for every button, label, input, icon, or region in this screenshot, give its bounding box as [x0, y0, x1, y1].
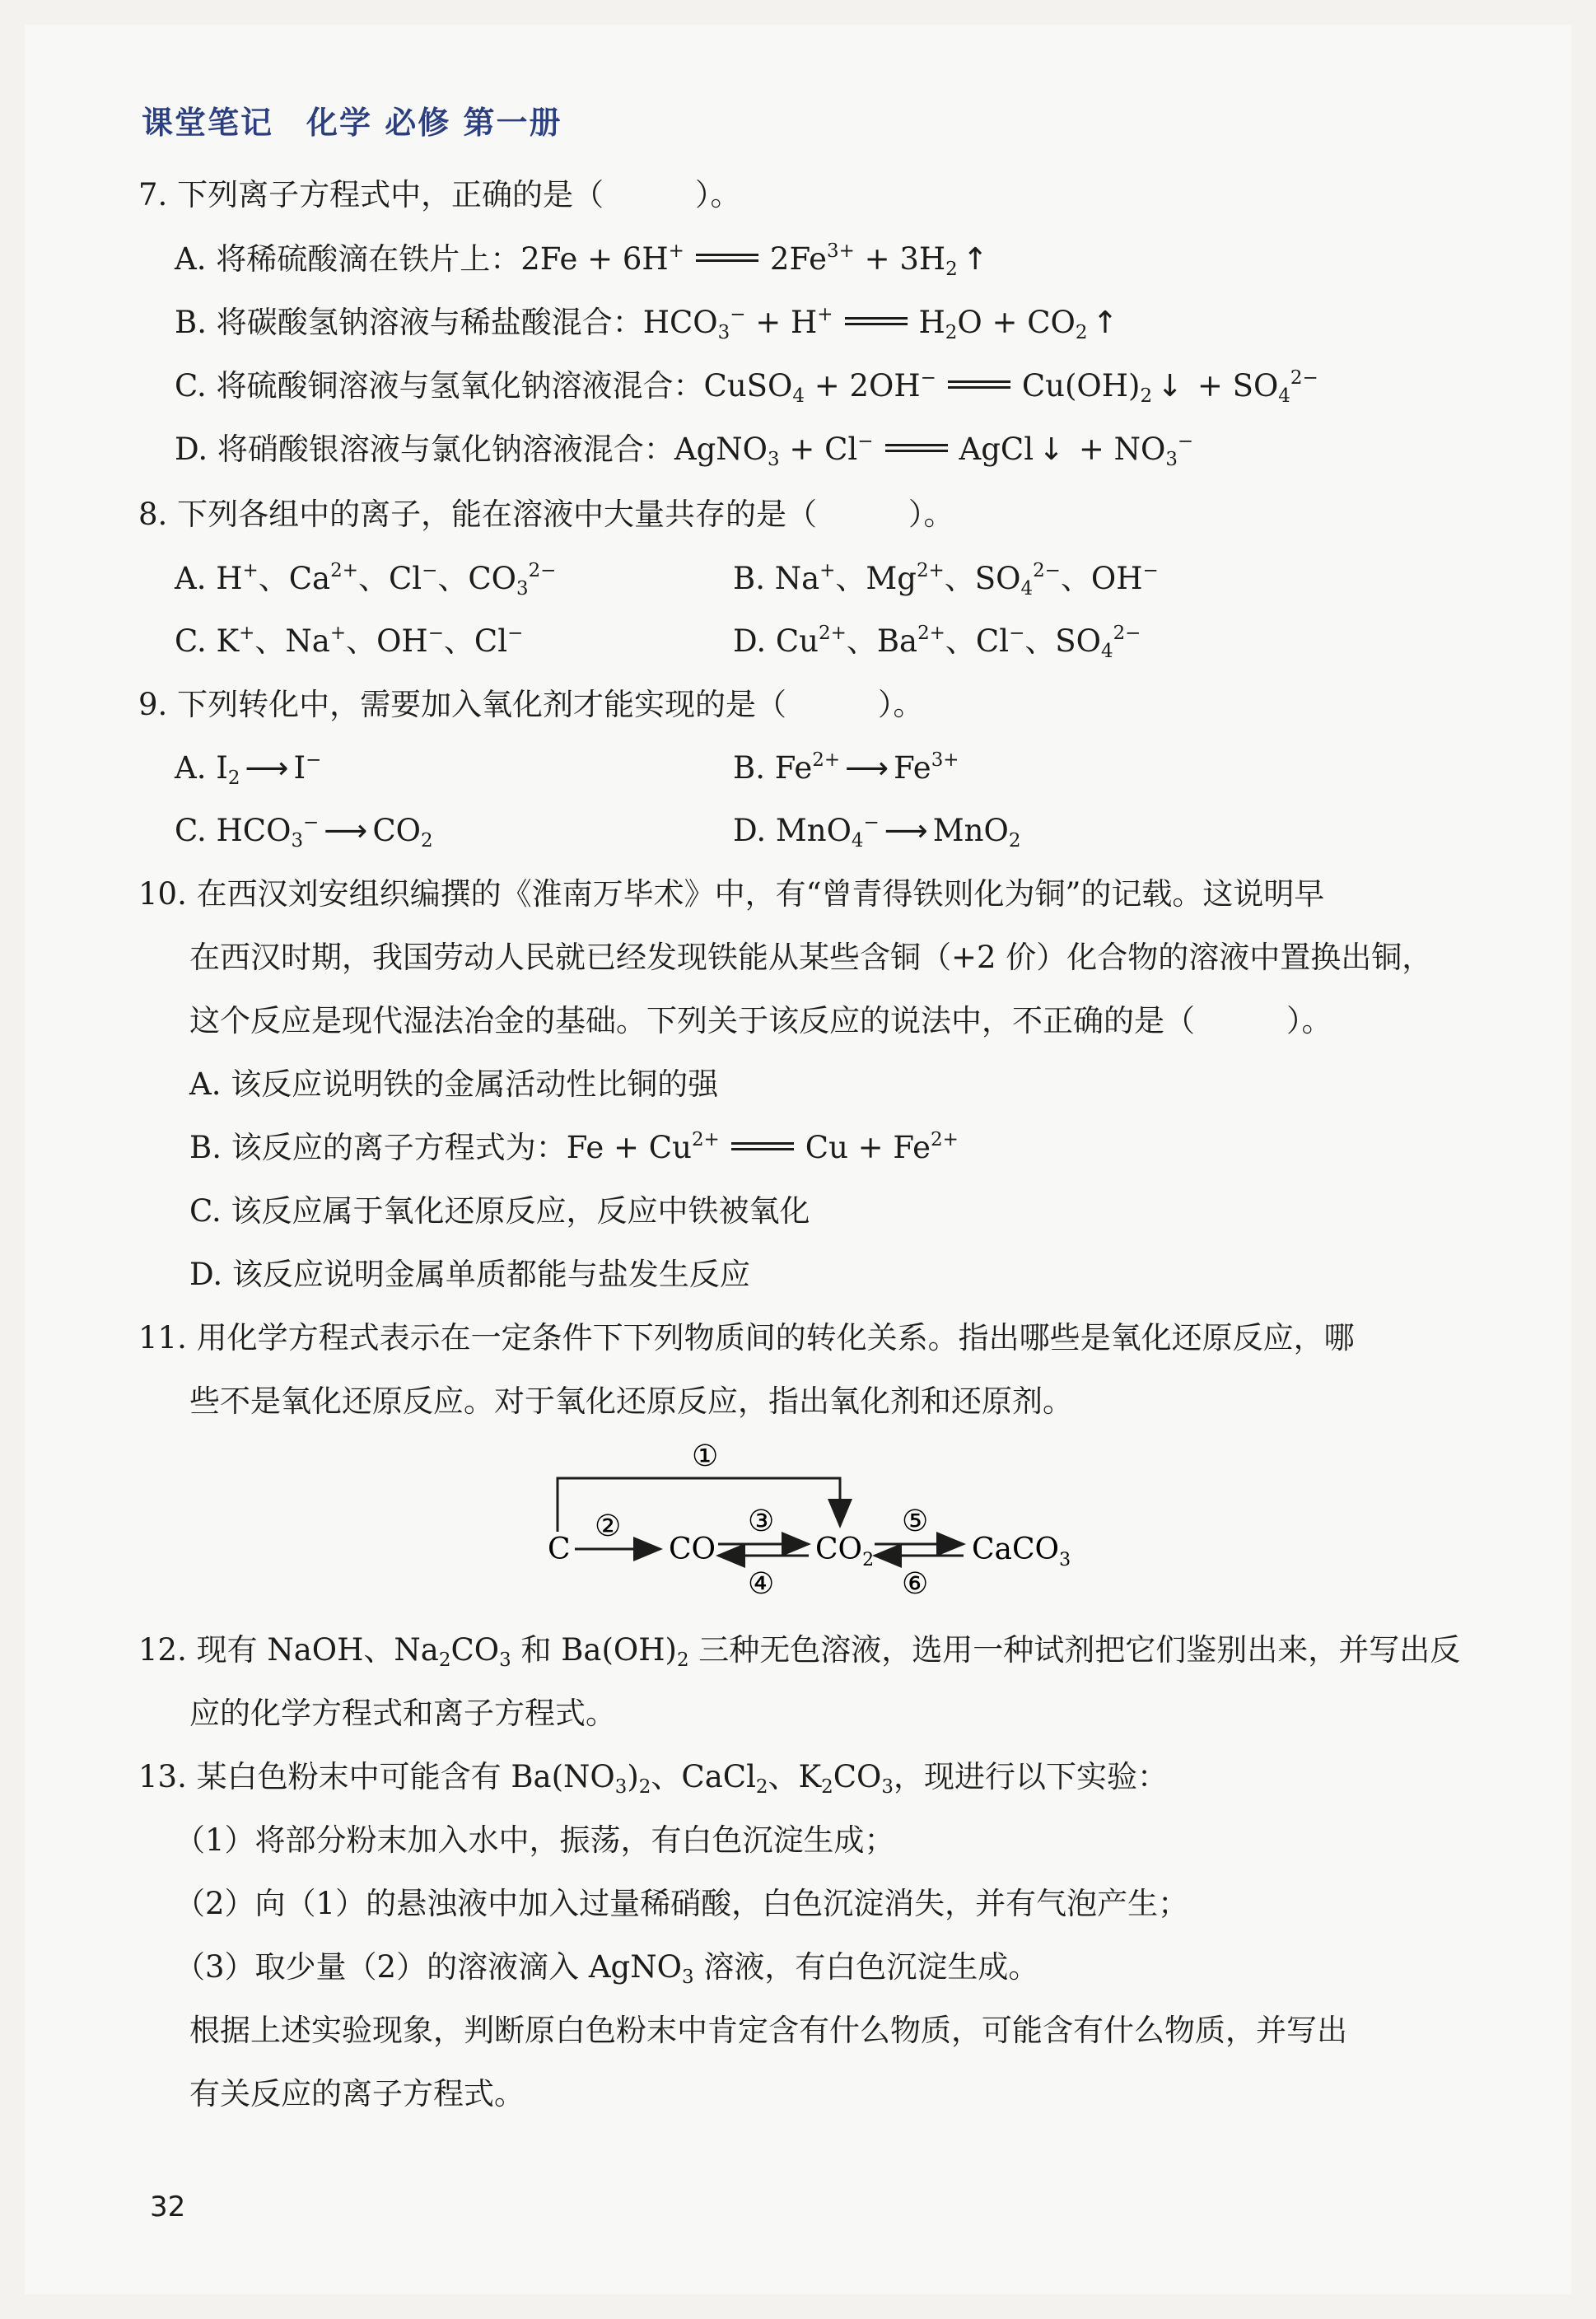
q7-option-d: D. 将硝酸银溶液与氯化钠溶液混合：AgNO$_3$ + Cl− AgCl ↓ + $NO_3^-$ — [175, 431, 1194, 470]
q8-option-d: D. $Cu^{2+}$、$Ba^{2+}$、Cl−、$SO_4^{2-}$ — [733, 623, 1141, 662]
q10-option-c: C. 该反应属于氧化还原反应，反应中铁被氧化 — [189, 1193, 810, 1229]
label-4: ④ — [748, 1567, 775, 1601]
equals-sign-icon — [885, 444, 948, 452]
species-co: CO — [669, 1533, 716, 1566]
q7-option-b: B. 将碳酸氢钠溶液与稀盐酸混合：$HCO_3^- + H^+$ $H_2O + CO_2$ ↑ — [175, 304, 1118, 343]
q7-option-a: A. 将稀硫酸滴在铁片上：2Fe + 6H+ $2Fe^{3+} + 3H_2$ ↑ — [175, 240, 988, 280]
label-5: ⑤ — [902, 1505, 929, 1538]
q10-stem-line2: 在西汉时期，我国劳动人民就已经发现铁能从某些含铜（+2 价）化合物的溶液中置换出铜， — [189, 940, 1433, 975]
equals-sign-icon — [696, 254, 758, 262]
q11-stem-line1: 11. 用化学方程式表示在一定条件下下列物质间的转化关系。指出哪些是氧化还原反应，哪 — [138, 1320, 1355, 1355]
label-3: ③ — [748, 1505, 775, 1538]
q13-step-1: （1）将部分粉末加入水中，振荡，有白色沉淀生成； — [175, 1822, 895, 1858]
q8-option-a: A. H+、$Ca^{2+}$、Cl−、$CO_3^{2-}$ — [175, 560, 557, 600]
q10-option-a: A. 该反应说明铁的金属活动性比铜的强 — [189, 1066, 719, 1102]
species-c: C — [548, 1533, 571, 1566]
q7-option-c: C. 将硫酸铜溶液与氢氧化钠溶液混合：CuSO$_4$ + 2OH− $Cu(OH)_2$ ↓ + $SO_4^{2-}$ — [175, 367, 1318, 407]
q13-step-3: （3）取少量（2）的溶液滴入 AgNO$_3$ 溶液，有白色沉淀生成。 — [175, 1949, 1039, 1988]
q13-stem: 13. 某白色粉末中可能含有 $Ba(NO_3)_2$、CaCl$_2$、$K_2CO_3$，现进行以下实验： — [138, 1759, 1168, 1798]
equals-sign-icon — [731, 1142, 794, 1150]
label-6: ⑥ — [902, 1567, 929, 1601]
q9-stem: 9. 下列转化中，需要加入氧化剂才能实现的是（ ）。 — [138, 687, 924, 722]
q7-stem: 7. 下列离子方程式中，正确的是（ ）。 — [138, 177, 741, 212]
page-header: 课堂笔记 化学 必修 第一册 — [142, 105, 562, 141]
q12-stem-line2: 应的化学方程式和离子方程式。 — [189, 1696, 616, 1731]
label-1: ① — [692, 1439, 719, 1473]
q9-option-d: D. MnO$_4$− ⟶ MnO$_2$ — [733, 812, 1021, 852]
q8-option-c: C. K+、Na+、OH−、Cl− — [175, 623, 524, 659]
species-caco3: CaCO$_3$ — [972, 1533, 1071, 1570]
q12-stem-line1: 12. 现有 NaOH、$Na_2CO_3$ 和 $Ba(OH)_2$ 三种无色溶液，选用一种试剂把它们鉴别出来，并写出反 — [138, 1632, 1461, 1671]
q9-option-b: B. $Fe^{2+}$ ⟶ $Fe^{3+}$ — [733, 749, 959, 786]
q9-option-c: C. $HCO_3^-$ ⟶ $CO_2$ — [175, 812, 433, 852]
label-2: ② — [595, 1509, 622, 1543]
q8-stem: 8. 下列各组中的离子，能在溶液中大量共存的是（ ）。 — [138, 497, 954, 532]
q10-stem-line1: 10. 在西汉刘安组织编撰的《淮南万毕术》中，有“曾青得铁则化为铜”的记载。这说明早 — [138, 876, 1325, 912]
equals-sign-icon — [845, 317, 908, 325]
q11-stem-line2: 些不是氧化还原反应。对于氧化还原反应，指出氧化剂和还原剂。 — [189, 1383, 1073, 1419]
q13-conclusion-line1: 根据上述实验现象，判断原白色粉末中肯定含有什么物质，可能含有什么物质，并写出 — [189, 2013, 1347, 2048]
q8-option-b: B. Na+、$Mg^{2+}$、$SO_4^{2-}$、OH− — [733, 560, 1159, 600]
q13-conclusion-line2: 有关反应的离子方程式。 — [189, 2076, 525, 2111]
conversion-diagram — [527, 1429, 1104, 1618]
equals-sign-icon — [948, 380, 1010, 389]
page-number: 32 — [150, 2191, 186, 2223]
q13-step-2: （2）向（1）的悬浊液中加入过量稀硝酸，白色沉淀消失，并有气泡产生； — [175, 1886, 1189, 1921]
q10-stem-line3: 这个反应是现代湿法冶金的基础。下列关于该反应的说法中，不正确的是（ ）。 — [189, 1003, 1332, 1038]
species-co2: $CO_2$ — [815, 1533, 875, 1570]
q10-option-b: B. 该反应的离子方程式为：$Fe + Cu^{2+}$ $Cu + Fe^{2+}$ — [189, 1129, 959, 1165]
q10-option-d: D. 该反应说明金属单质都能与盐发生反应 — [189, 1257, 750, 1292]
q9-option-a: A. $I_2$ ⟶ I− — [175, 749, 322, 789]
